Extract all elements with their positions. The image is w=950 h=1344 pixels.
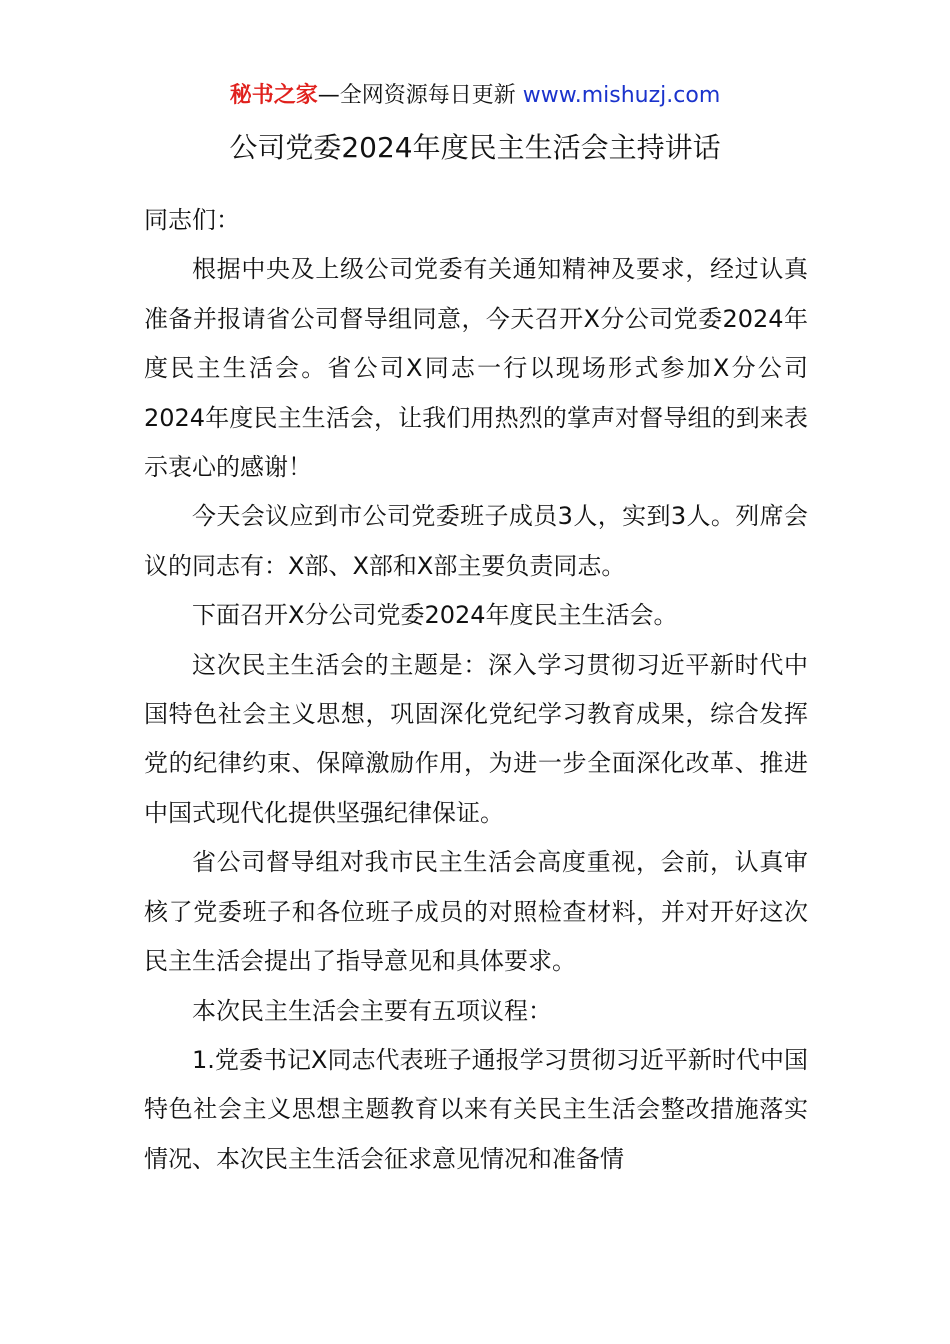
header-tagline: —全网资源每日更新 [317, 83, 516, 108]
site-header [0, 80, 950, 112]
paragraph: 本次民主生活会主要有五项议程： [192, 996, 552, 1025]
paragraph: 根据中央及上级公司党委有关通知精神及要求，经过认真准备并报请省公司督导组同意，今天召开X分公司党委2024年度民主生活会。省公司X同志一行以现场形式参加X分公司2024年度民主生活会，让我们用热烈的掌声对督导组的到来表示衷心的感谢！ [144, 255, 808, 482]
paragraph: 下面召开X分公司党委2024年度民主生活会。 [192, 601, 678, 630]
site-link[interactable]: www.mishuzj.com [522, 83, 721, 108]
paragraph: 今天会议应到市公司党委班子成员3人，实到3人。列席会议的同志有：X部、X部和X部主要负责同志。 [144, 502, 808, 580]
paragraph: 这次民主生活会的主题是：深入学习贯彻习近平新时代中国特色社会主义思想，巩固深化党纪学习教育成果，综合发挥党的纪律约束、保障激励作用，为进一步全面深化改革、推进中国式现代化提供坚强纪律保证。 [144, 650, 808, 827]
document-body [144, 196, 808, 1184]
brand-name: 秘书之家 [229, 83, 318, 108]
document-title: 公司党委2024年度民主生活会主持讲话 [229, 131, 721, 164]
paragraph: 省公司督导组对我市民主生活会高度重视，会前，认真审核了党委班子和各位班子成员的对照检查材料，并对开好这次民主生活会提出了指导意见和具体要求。 [144, 848, 808, 976]
salutation: 同志们： [144, 206, 240, 234]
paragraph: 1.党委书记X同志代表班子通报学习贯彻习近平新时代中国特色社会主义思想主题教育以来有关民主生活会整改措施落实情况、本次民主生活会征求意见情况和准备情 [144, 1045, 808, 1173]
